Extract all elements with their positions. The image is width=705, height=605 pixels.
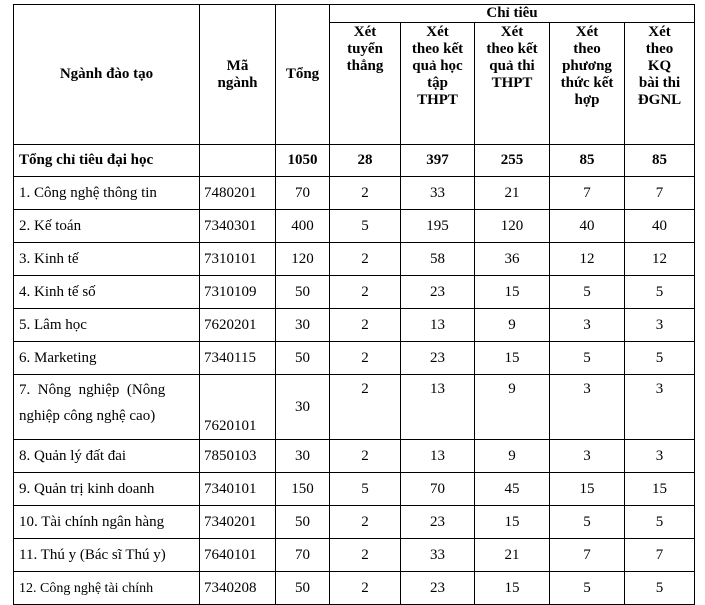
table-row	[14, 473, 695, 506]
total-tong: 1050	[276, 145, 330, 177]
total-value: 85	[625, 145, 695, 177]
row-value: 70	[401, 473, 475, 506]
row-code: 7340301	[200, 210, 276, 243]
header-sub-2	[475, 23, 550, 145]
row-value: 3	[550, 375, 625, 440]
header-sub-2-line: THPT	[491, 75, 533, 91]
header-sub-0-line: tuyển	[347, 41, 383, 57]
row-value: 3	[550, 309, 625, 342]
row-name	[14, 375, 200, 440]
row-name: 2. Kế toán	[14, 210, 200, 243]
header-sub-1-line: tập	[427, 75, 448, 91]
row-value: 13	[401, 375, 475, 440]
header-sub-4-line: theo	[645, 41, 674, 57]
row-value: 50	[276, 506, 330, 539]
header-ma-line2: ngành	[217, 74, 258, 91]
header-tong: Tổng	[276, 5, 330, 145]
table-row	[14, 309, 695, 342]
row-value: 2	[330, 342, 401, 375]
header-sub-0-line: Xét	[353, 24, 377, 40]
row-name: 3. Kinh tế	[14, 243, 200, 276]
row-value: 33	[401, 177, 475, 210]
row-value: 23	[401, 572, 475, 605]
row-value: 36	[475, 243, 550, 276]
header-sub-2-line: Xét	[500, 24, 524, 40]
row-value: 70	[276, 177, 330, 210]
row-value: 12	[550, 243, 625, 276]
row-value: 45	[475, 473, 550, 506]
total-value: 28	[330, 145, 401, 177]
header-sub-3-line: thức kết	[560, 75, 614, 91]
total-label: Tổng chỉ tiêu đại học	[14, 145, 200, 177]
table-row	[14, 539, 695, 572]
row-value: 9	[475, 309, 550, 342]
row-code: 7480201	[200, 177, 276, 210]
row-value: 7	[550, 177, 625, 210]
row-value: 13	[401, 309, 475, 342]
row-value: 15	[475, 342, 550, 375]
header-sub-1-line: quả học	[412, 58, 463, 74]
row-value: 5	[330, 473, 401, 506]
row-value: 15	[475, 506, 550, 539]
header-sub-4-line: KQ	[647, 58, 672, 74]
row-name: 11. Thú y (Bác sĩ Thú y)	[14, 539, 200, 572]
row-code: 7340201	[200, 506, 276, 539]
table-row	[14, 440, 695, 473]
row-value: 50	[276, 572, 330, 605]
header-sub-3-line: Xét	[575, 24, 599, 40]
header-sub-2-line: quả thi	[489, 58, 535, 74]
row-value: 150	[276, 473, 330, 506]
row-value: 5	[625, 342, 695, 375]
header-ma-line1: Mã	[226, 57, 249, 74]
table-row	[14, 375, 695, 440]
row-value: 2	[330, 506, 401, 539]
header-sub-4-line: Xét	[648, 24, 671, 40]
row-code: 7340115	[200, 342, 276, 375]
row-code: 7340101	[200, 473, 276, 506]
row-name: 9. Quản trị kinh doanh	[14, 473, 200, 506]
row-value: 9	[475, 375, 550, 440]
row-value: 33	[401, 539, 475, 572]
admission-quota-table-wrapper	[13, 4, 695, 605]
row-value: 2	[330, 309, 401, 342]
row-value: 13	[401, 440, 475, 473]
row-value: 400	[276, 210, 330, 243]
row-value: 12	[625, 243, 695, 276]
row-name: 12. Công nghệ tài chính	[14, 572, 200, 605]
row-value: 5	[625, 572, 695, 605]
header-nganh: Ngành đào tạo	[14, 5, 200, 145]
row-name: 10. Tài chính ngân hàng	[14, 506, 200, 539]
row-value: 2	[330, 243, 401, 276]
row-value: 21	[475, 539, 550, 572]
row-value: 70	[276, 539, 330, 572]
row-value: 7	[550, 539, 625, 572]
header-sub-1-line: theo kết	[411, 41, 464, 57]
header-row-top	[14, 5, 695, 23]
row-value: 23	[401, 506, 475, 539]
row-code: 7640101	[200, 539, 276, 572]
row-value: 50	[276, 342, 330, 375]
total-code	[200, 145, 276, 177]
row-value: 15	[475, 572, 550, 605]
row-value: 23	[401, 276, 475, 309]
row-value: 2	[330, 572, 401, 605]
header-sub-3-line: hợp	[574, 92, 600, 108]
row-value: 120	[276, 243, 330, 276]
row-value: 3	[625, 309, 695, 342]
row-value: 5	[550, 342, 625, 375]
row-code: 7310101	[200, 243, 276, 276]
row-code: 7620101	[200, 375, 276, 440]
header-sub-3-line: theo	[573, 41, 601, 57]
row-value: 21	[475, 177, 550, 210]
header-sub-0	[330, 23, 401, 145]
row-value: 40	[550, 210, 625, 243]
row-value: 7	[625, 539, 695, 572]
row-value: 15	[550, 473, 625, 506]
row-name: 5. Lâm học	[14, 309, 200, 342]
header-sub-4-line: ĐGNL	[637, 92, 682, 108]
row-value: 15	[625, 473, 695, 506]
row-name: 6. Marketing	[14, 342, 200, 375]
row-value: 23	[401, 342, 475, 375]
row-name-line2: nghiệp công nghệ cao)	[19, 408, 156, 424]
row-value: 5	[550, 276, 625, 309]
row-value: 30	[276, 440, 330, 473]
header-sub-3-line: phương	[562, 58, 612, 74]
row-value: 3	[625, 375, 695, 440]
row-value: 2	[330, 375, 401, 440]
table-row	[14, 342, 695, 375]
header-sub-1	[401, 23, 475, 145]
row-value: 5	[550, 572, 625, 605]
total-value: 255	[475, 145, 550, 177]
table-row	[14, 572, 695, 605]
table-row	[14, 506, 695, 539]
header-ma-nganh	[200, 5, 276, 145]
row-value: 5	[550, 506, 625, 539]
row-value: 2	[330, 440, 401, 473]
row-value: 3	[550, 440, 625, 473]
row-value: 15	[475, 276, 550, 309]
header-sub-2-line: theo kết	[486, 41, 538, 57]
row-value: 40	[625, 210, 695, 243]
table-row	[14, 243, 695, 276]
row-value: 5	[330, 210, 401, 243]
row-name: 1. Công nghệ thông tin	[14, 177, 200, 210]
header-sub-0-line: thẳng	[346, 58, 384, 74]
row-value: 7	[625, 177, 695, 210]
row-name: 4. Kinh tế số	[14, 276, 200, 309]
row-value: 3	[625, 440, 695, 473]
row-value: 30	[276, 309, 330, 342]
table-row	[14, 210, 695, 243]
header-sub-1-line: Xét	[426, 24, 449, 40]
total-value: 85	[550, 145, 625, 177]
row-code: 7850103	[200, 440, 276, 473]
row-value: 2	[330, 276, 401, 309]
admission-quota-table	[13, 4, 695, 605]
row-value: 58	[401, 243, 475, 276]
row-value: 2	[330, 539, 401, 572]
header-sub-3	[550, 23, 625, 145]
row-value: 120	[475, 210, 550, 243]
header-chi-tieu: Chỉ tiêu	[330, 5, 695, 23]
table-row	[14, 177, 695, 210]
row-value: 50	[276, 276, 330, 309]
table-row-total	[14, 145, 695, 177]
header-sub-4	[625, 23, 695, 145]
header-sub-1-line: THPT	[417, 92, 458, 108]
row-name: 8. Quản lý đất đai	[14, 440, 200, 473]
row-name-line1: 7. Nông nghiệp (Nông	[19, 382, 166, 398]
row-code: 7340208	[200, 572, 276, 605]
row-value: 5	[625, 506, 695, 539]
row-code: 7310109	[200, 276, 276, 309]
row-value: 195	[401, 210, 475, 243]
table-row	[14, 276, 695, 309]
row-value: 2	[330, 177, 401, 210]
row-value: 5	[625, 276, 695, 309]
row-value: 9	[475, 440, 550, 473]
total-value: 397	[401, 145, 475, 177]
row-code: 7620201	[200, 309, 276, 342]
row-value: 30	[276, 375, 330, 440]
header-sub-4-line: bài thi	[638, 75, 681, 91]
